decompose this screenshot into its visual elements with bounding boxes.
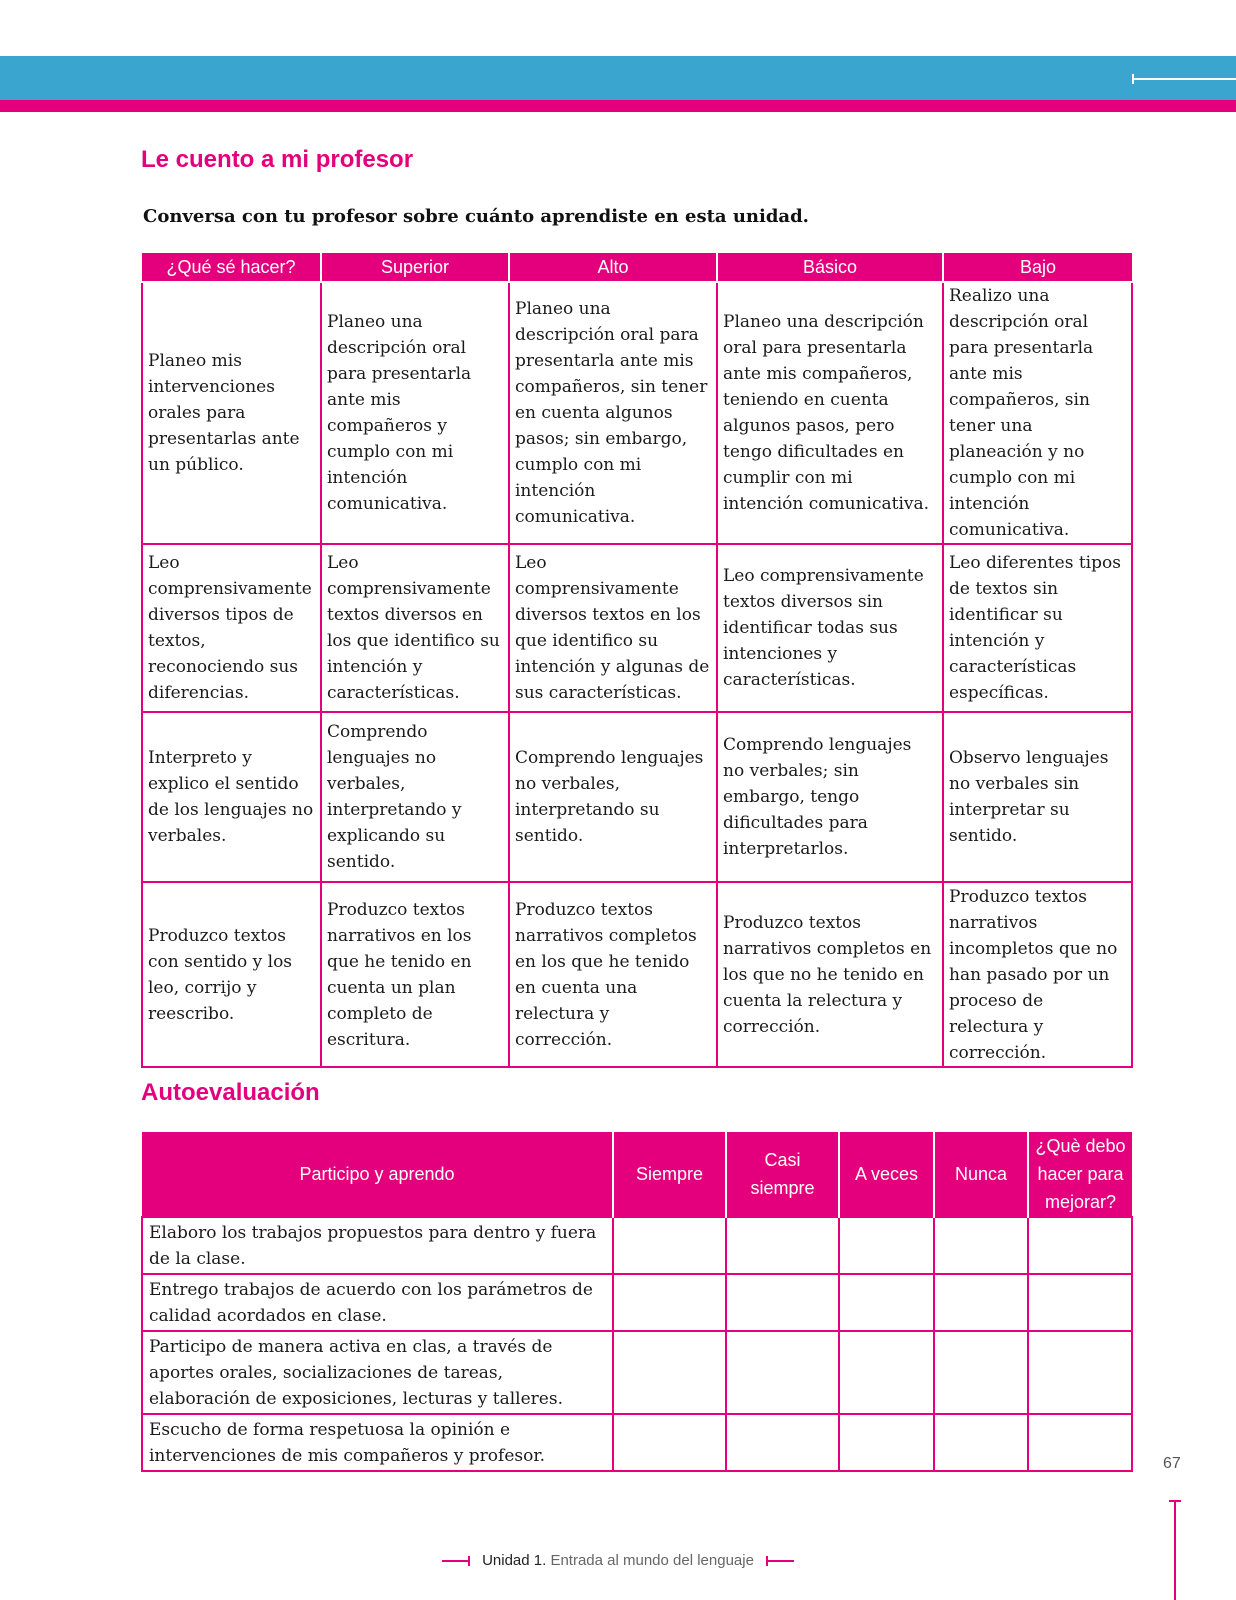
- rubric-row: [142, 282, 1132, 544]
- answer-cell-a-veces[interactable]: [839, 1331, 934, 1414]
- rubric-cell: Leo comprensivamente diversos tipos de textos, reconociendo sus diferencias.: [142, 544, 321, 712]
- rubric-table: [141, 253, 1133, 1068]
- rubric-cell: Produzco textos con sentido y los leo, corrijo y reescribo.: [142, 882, 321, 1067]
- self-eval-statement: Elaboro los trabajos propuestos para dentro y fuera de la clase.: [142, 1217, 613, 1274]
- self-eval-header-cell: A veces: [839, 1132, 934, 1217]
- rubric-header-cell: Bajo: [943, 253, 1132, 282]
- header-band: [0, 56, 1236, 100]
- answer-cell-casi-siempre[interactable]: [726, 1414, 839, 1471]
- rubric-cell: Produzco textos narrativos incompletos que no han pasado por un proceso de relectura y corrección.: [943, 882, 1132, 1067]
- rubric-cell: Produzco textos narrativos en los que he tenido en cuenta un plan completo de escritura.: [321, 882, 509, 1067]
- self-eval-row: [142, 1217, 1132, 1274]
- rubric-row: [142, 882, 1132, 1067]
- self-eval-row: [142, 1331, 1132, 1414]
- self-eval-header-cell: Siempre: [613, 1132, 726, 1217]
- rubric-header-cell: Básico: [717, 253, 943, 282]
- answer-cell-mejorar[interactable]: [1028, 1217, 1132, 1274]
- footer-right-mark-icon: [766, 1560, 794, 1562]
- self-eval-row: [142, 1414, 1132, 1471]
- self-eval-row: [142, 1274, 1132, 1331]
- answer-cell-siempre[interactable]: [613, 1331, 726, 1414]
- page-number: 67: [1163, 1455, 1181, 1472]
- rubric-cell: Planeo mis intervenciones orales para presentarlas ante un público.: [142, 282, 321, 544]
- answer-cell-mejorar[interactable]: [1028, 1331, 1132, 1414]
- self-eval-header-row: [142, 1132, 1132, 1217]
- self-eval-statement: Entrego trabajos de acuerdo con los parámetros de calidad acordados en clase.: [142, 1274, 613, 1331]
- section-title-autoevaluacion: Autoevaluación: [141, 1079, 320, 1106]
- self-eval-header-cell: Casi siempre: [726, 1132, 839, 1217]
- rubric-cell: Leo comprensivamente diversos textos en los que identifico su intención y algunas de sus características.: [509, 544, 717, 712]
- rubric-header-cell: Superior: [321, 253, 509, 282]
- rubric-cell: Interpreto y explico el sentido de los lenguajes no verbales.: [142, 712, 321, 882]
- self-evaluation-table: [141, 1132, 1133, 1472]
- answer-cell-nunca[interactable]: [934, 1331, 1028, 1414]
- answer-cell-a-veces[interactable]: [839, 1217, 934, 1274]
- self-eval-header-cell: ¿Què debo hacer para mejorar?: [1028, 1132, 1132, 1217]
- footer-unit-title: Entrada al mundo del lenguaje: [550, 1552, 754, 1569]
- answer-cell-casi-siempre[interactable]: [726, 1274, 839, 1331]
- rubric-cell: Comprendo lenguajes no verbales, interpretando su sentido.: [509, 712, 717, 882]
- rubric-cell: Leo diferentes tipos de textos sin identificar su intención y características específicas.: [943, 544, 1132, 712]
- rubric-header-cell: Alto: [509, 253, 717, 282]
- rubric-cell: Observo lenguajes no verbales sin interpretar su sentido.: [943, 712, 1132, 882]
- self-eval-header-cell: Participo y aprendo: [142, 1132, 613, 1217]
- rubric-row: [142, 544, 1132, 712]
- rubric-cell: Comprendo lenguajes no verbales; sin embargo, tengo dificultades para interpretarlos.: [717, 712, 943, 882]
- self-eval-header-cell: Nunca: [934, 1132, 1028, 1217]
- answer-cell-nunca[interactable]: [934, 1414, 1028, 1471]
- answer-cell-a-veces[interactable]: [839, 1414, 934, 1471]
- rubric-cell: Planeo una descripción oral para presentarla ante mis compañeros y cumplo con mi intención comunicativa.: [321, 282, 509, 544]
- answer-cell-mejorar[interactable]: [1028, 1414, 1132, 1471]
- header-tick-decoration: [1132, 78, 1236, 80]
- rubric-cell: Produzco textos narrativos completos en los que he tenido en cuenta una relectura y corrección.: [509, 882, 717, 1067]
- answer-cell-casi-siempre[interactable]: [726, 1331, 839, 1414]
- rubric-cell: Realizo una descripción oral para presentarla ante mis compañeros, sin tener una planeación y no cumplo con mi intención comunicativa.: [943, 282, 1132, 544]
- footer-left-mark-icon: [442, 1560, 470, 1562]
- answer-cell-siempre[interactable]: [613, 1414, 726, 1471]
- answer-cell-mejorar[interactable]: [1028, 1274, 1132, 1331]
- side-line-decoration: [1174, 1500, 1176, 1600]
- instruction-text: Conversa con tu profesor sobre cuánto aprendiste en esta unidad.: [143, 206, 809, 227]
- answer-cell-nunca[interactable]: [934, 1274, 1028, 1331]
- rubric-cell: Planeo una descripción oral para presentarla ante mis compañeros, sin tener en cuenta algunos pasos; sin embargo, cumplo con mi intención comunicativa.: [509, 282, 717, 544]
- header-stripe: [0, 100, 1236, 112]
- footer-unit: Unidad 1.: [482, 1552, 547, 1569]
- rubric-cell: Planeo una descripción oral para presentarla ante mis compañeros, teniendo en cuenta algunos pasos, pero tengo dificultades en cumplir con mi intención comunicativa.: [717, 282, 943, 544]
- answer-cell-casi-siempre[interactable]: [726, 1217, 839, 1274]
- rubric-cell: Leo comprensivamente textos diversos en los que identifico su intención y características.: [321, 544, 509, 712]
- rubric-cell: Comprendo lenguajes no verbales, interpretando y explicando su sentido.: [321, 712, 509, 882]
- self-eval-statement: Participo de manera activa en clas, a través de aportes orales, socializaciones de tareas, elaboración de exposiciones, lecturas y talleres.: [142, 1331, 613, 1414]
- rubric-row: [142, 712, 1132, 882]
- rubric-header-row: [142, 253, 1132, 282]
- self-eval-statement: Escucho de forma respetuosa la opinión e intervenciones de mis compañeros y profesor.: [142, 1414, 613, 1471]
- rubric-cell: Produzco textos narrativos completos en los que no he tenido en cuenta la relectura y corrección.: [717, 882, 943, 1067]
- answer-cell-nunca[interactable]: [934, 1217, 1028, 1274]
- footer: [0, 1552, 1236, 1569]
- answer-cell-a-veces[interactable]: [839, 1274, 934, 1331]
- rubric-header-cell: ¿Qué sé hacer?: [142, 253, 321, 282]
- answer-cell-siempre[interactable]: [613, 1217, 726, 1274]
- answer-cell-siempre[interactable]: [613, 1274, 726, 1331]
- section-title-le-cuento: Le cuento a mi profesor: [141, 146, 414, 173]
- rubric-cell: Leo comprensivamente textos diversos sin identificar todas sus intenciones y características.: [717, 544, 943, 712]
